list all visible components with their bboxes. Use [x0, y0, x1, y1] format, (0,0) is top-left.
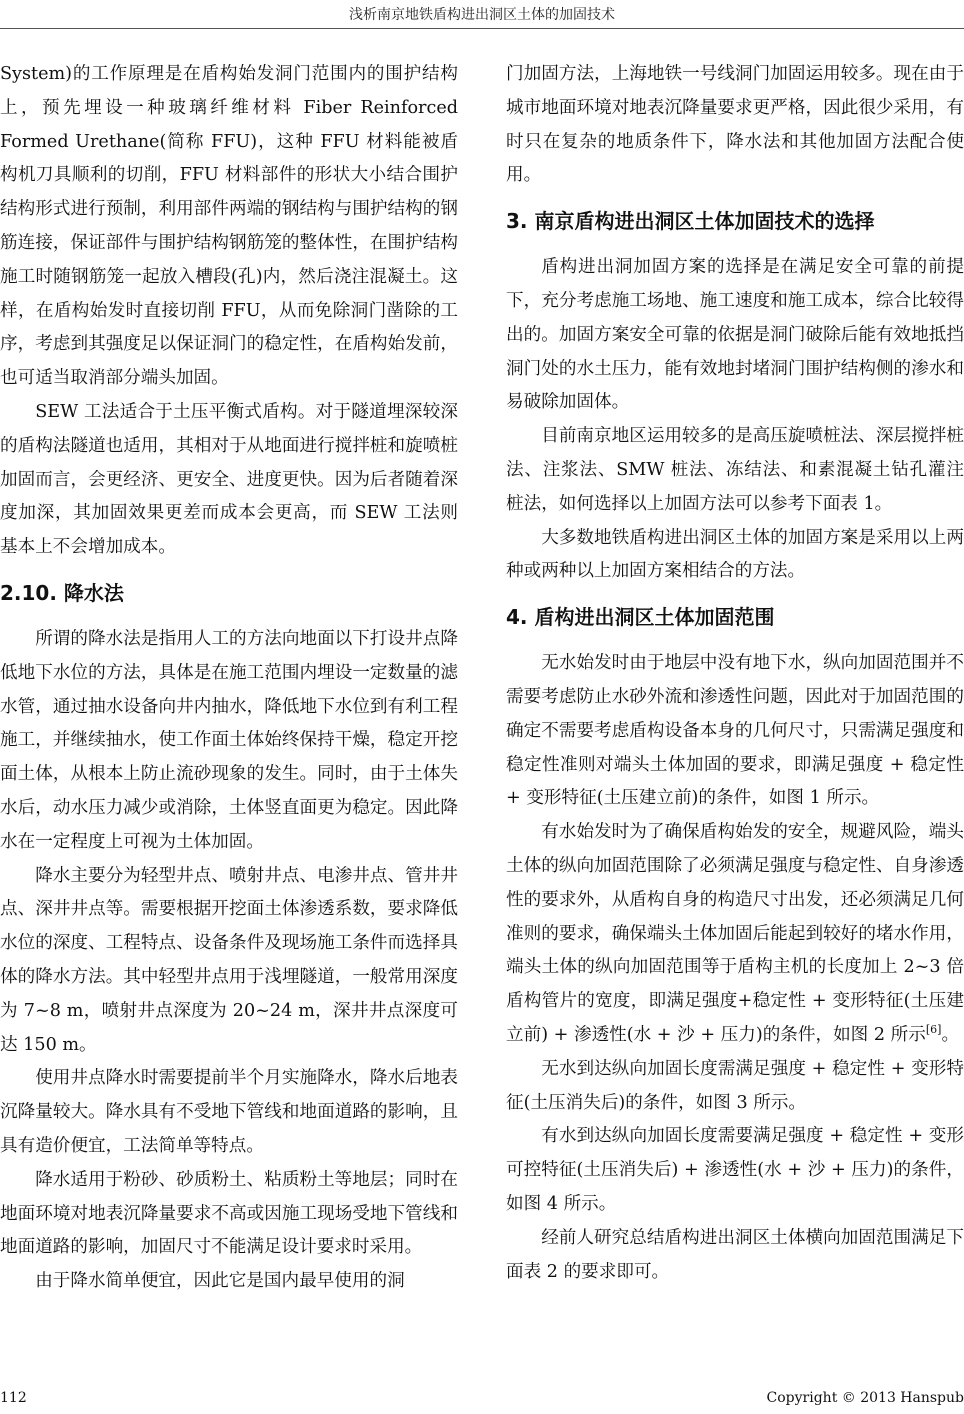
paragraph: [506, 816, 964, 1053]
paragraph: 无水始发时由于地层中没有地下水，纵向加固范围并不需要考虑防止水砂外流和渗透性问题，因此对于加固范围的确定不需要考虑盾构设备本身的几何尺寸，只需满足强度和稳定性准则对端头土体加固的要求，即满足强度 + 稳定性 + 变形特征(土压建立前)的条件，如图 1 所示。: [506, 653, 964, 809]
paragraph: 经前人研究总结盾构进出洞区土体横向加固范围满足下面表 2 的要求即可。: [506, 1227, 964, 1282]
paragraph: 所谓的降水法是指用人工的方法向地面以下打设井点降低地下水位的方法，具体是在施工范围内埋设一定数量的滤水管，通过抽水设备向井内抽水，降低地下水位到有利工程施工，并继续抽水，使工作面土体始终保持干燥，稳定开挖面土体，从根本上防止流砂现象的发生。同时，由于土体失水后，动水压力减少或消除，土体竖直面更为稳定。因此降水在一定程度上可视为土体加固。: [0, 628, 458, 852]
paragraph: 降水主要分为轻型井点、喷射井点、电渗井点、管井井点、深井井点等。需要根据开挖面土体渗透系数，要求降低水位的深度、工程特点、设备条件及现场施工条件而选择具体的降水方法。其中轻型井点用于浅埋隧道，一般常用深度为 7~8 m，喷射井点深度为 20~24 m，深井井点深度可达 150 m。: [0, 865, 458, 1055]
paragraph: 盾构进出洞加固方案的选择是在满足安全可靠的前提下，充分考虑施工场地、施工速度和施工成本，综合比较得出的。加固方案安全可靠的依据是洞门破除后能有效地抵挡洞门处的水土压力，能有效地封堵洞门围护结构侧的渗水和易破除加固体。: [506, 257, 964, 413]
copyright: Copyright © 2013 Hanspub: [766, 1390, 964, 1406]
paragraph: SEW 工法适合于土压平衡式盾构。对于隧道埋深较深的盾构法隧道也适用，其相对于从地面进行搅拌桩和旋喷桩加固而言，会更经济、更安全、进度更快。因为后者随着深度加深，其加固效果更差而成本会更高，而 SEW 工法则基本上不会增加成本。: [0, 401, 458, 558]
right-column: [506, 58, 964, 1289]
header-rule: [0, 28, 964, 29]
citation-ref[interactable]: [6]: [925, 1023, 942, 1037]
paragraph-text: 有水始发时为了确保盾构始发的安全，规避风险，端头土体的纵向加固范围除了必须满足强度与稳定性、自身渗透性的要求外，从盾构自身的构造尺寸出发，还必须满足几何准则的要求，确保端头土体加固后能起到较好的堵水作用，端头土体的纵向加固范围等于盾构主机的长度加上 2~3 倍盾构管片的宽度，即满足强度+稳定性 + 变形特征(土压建立前) + 渗透性(水 + 沙 + 压力)的条件，如图 2 所示: [506, 822, 964, 1045]
paragraph: 无水到达纵向加固长度需满足强度 + 稳定性 + 变形特征(土压消失后)的条件，如图 3 所示。: [506, 1058, 964, 1113]
section-heading: 2.10. 降水法: [0, 580, 124, 605]
paragraph: 有水到达纵向加固长度需要满足强度 + 稳定性 + 变形可控特征(土压消失后) + 渗透性(水 + 沙 + 压力)的条件，如图 4 所示。: [506, 1126, 964, 1214]
paragraph: 目前南京地区运用较多的是高压旋喷桩法、深层搅拌桩法、注浆法、SMW 桩法、冻结法、和素混凝土钻孔灌注桩法，如何选择以上加固方法可以参考下面表 1。: [506, 426, 964, 514]
paragraph: 由于降水简单便宜，因此它是国内最早使用的洞: [35, 1271, 405, 1292]
left-column: [0, 58, 458, 1299]
section-heading: 3. 南京盾构进出洞区土体加固技术的选择: [506, 209, 875, 234]
paragraph: System)的工作原理是在盾构始发洞门范围内的围护结构上，预先埋设一种玻璃纤维材料 Fiber Reinforced Formed Urethane(简称 FFU)，这种 FFU 材料能被盾构机刀具顺利的切削，FFU 材料部件的形状大小结合围护结构形式进行预制，利用部件两端的钢结构与围护结构的钢筋连接，保证部件与围护结构钢筋笼的整体性，在围护结构施工时随钢筋笼一起放入槽段(孔)内，然后浇注混凝土。这样，在盾构始发时直接切削 FFU，从而免除洞门凿除的工序，考虑到其强度足以保证洞门的稳定性，在盾构始发前，也可适当取消部分端头加固。: [0, 64, 458, 389]
running-header: 浅析南京地铁盾构进出洞区土体的加固技术: [349, 7, 615, 23]
paragraph: 降水适用于粉砂、砂质粉土、粘质粉土等地层；同时在地面环境对地表沉降量要求不高或因施工现场受地下管线和地面道路的影响，加固尺寸不能满足设计要求时采用。: [0, 1169, 458, 1258]
paragraph: 门加固方法，上海地铁一号线洞门加固运用较多。现在由于城市地面环境对地表沉降量要求更严格，因此很少采用，有时只在复杂的地质条件下，降水法和其他加固方法配合使用。: [506, 64, 964, 186]
section-heading: 4. 盾构进出洞区土体加固范围: [506, 605, 775, 630]
page-number: 112: [0, 1390, 27, 1406]
paragraph-end: 。: [941, 1024, 960, 1045]
paragraph: 使用井点降水时需要提前半个月实施降水，降水后地表沉降量较大。降水具有不受地下管线和地面道路的影响，且具有造价便宜，工法简单等特点。: [0, 1068, 458, 1156]
paragraph: 大多数地铁盾构进出洞区土体的加固方案是采用以上两种或两种以上加固方案相结合的方法。: [506, 527, 964, 582]
